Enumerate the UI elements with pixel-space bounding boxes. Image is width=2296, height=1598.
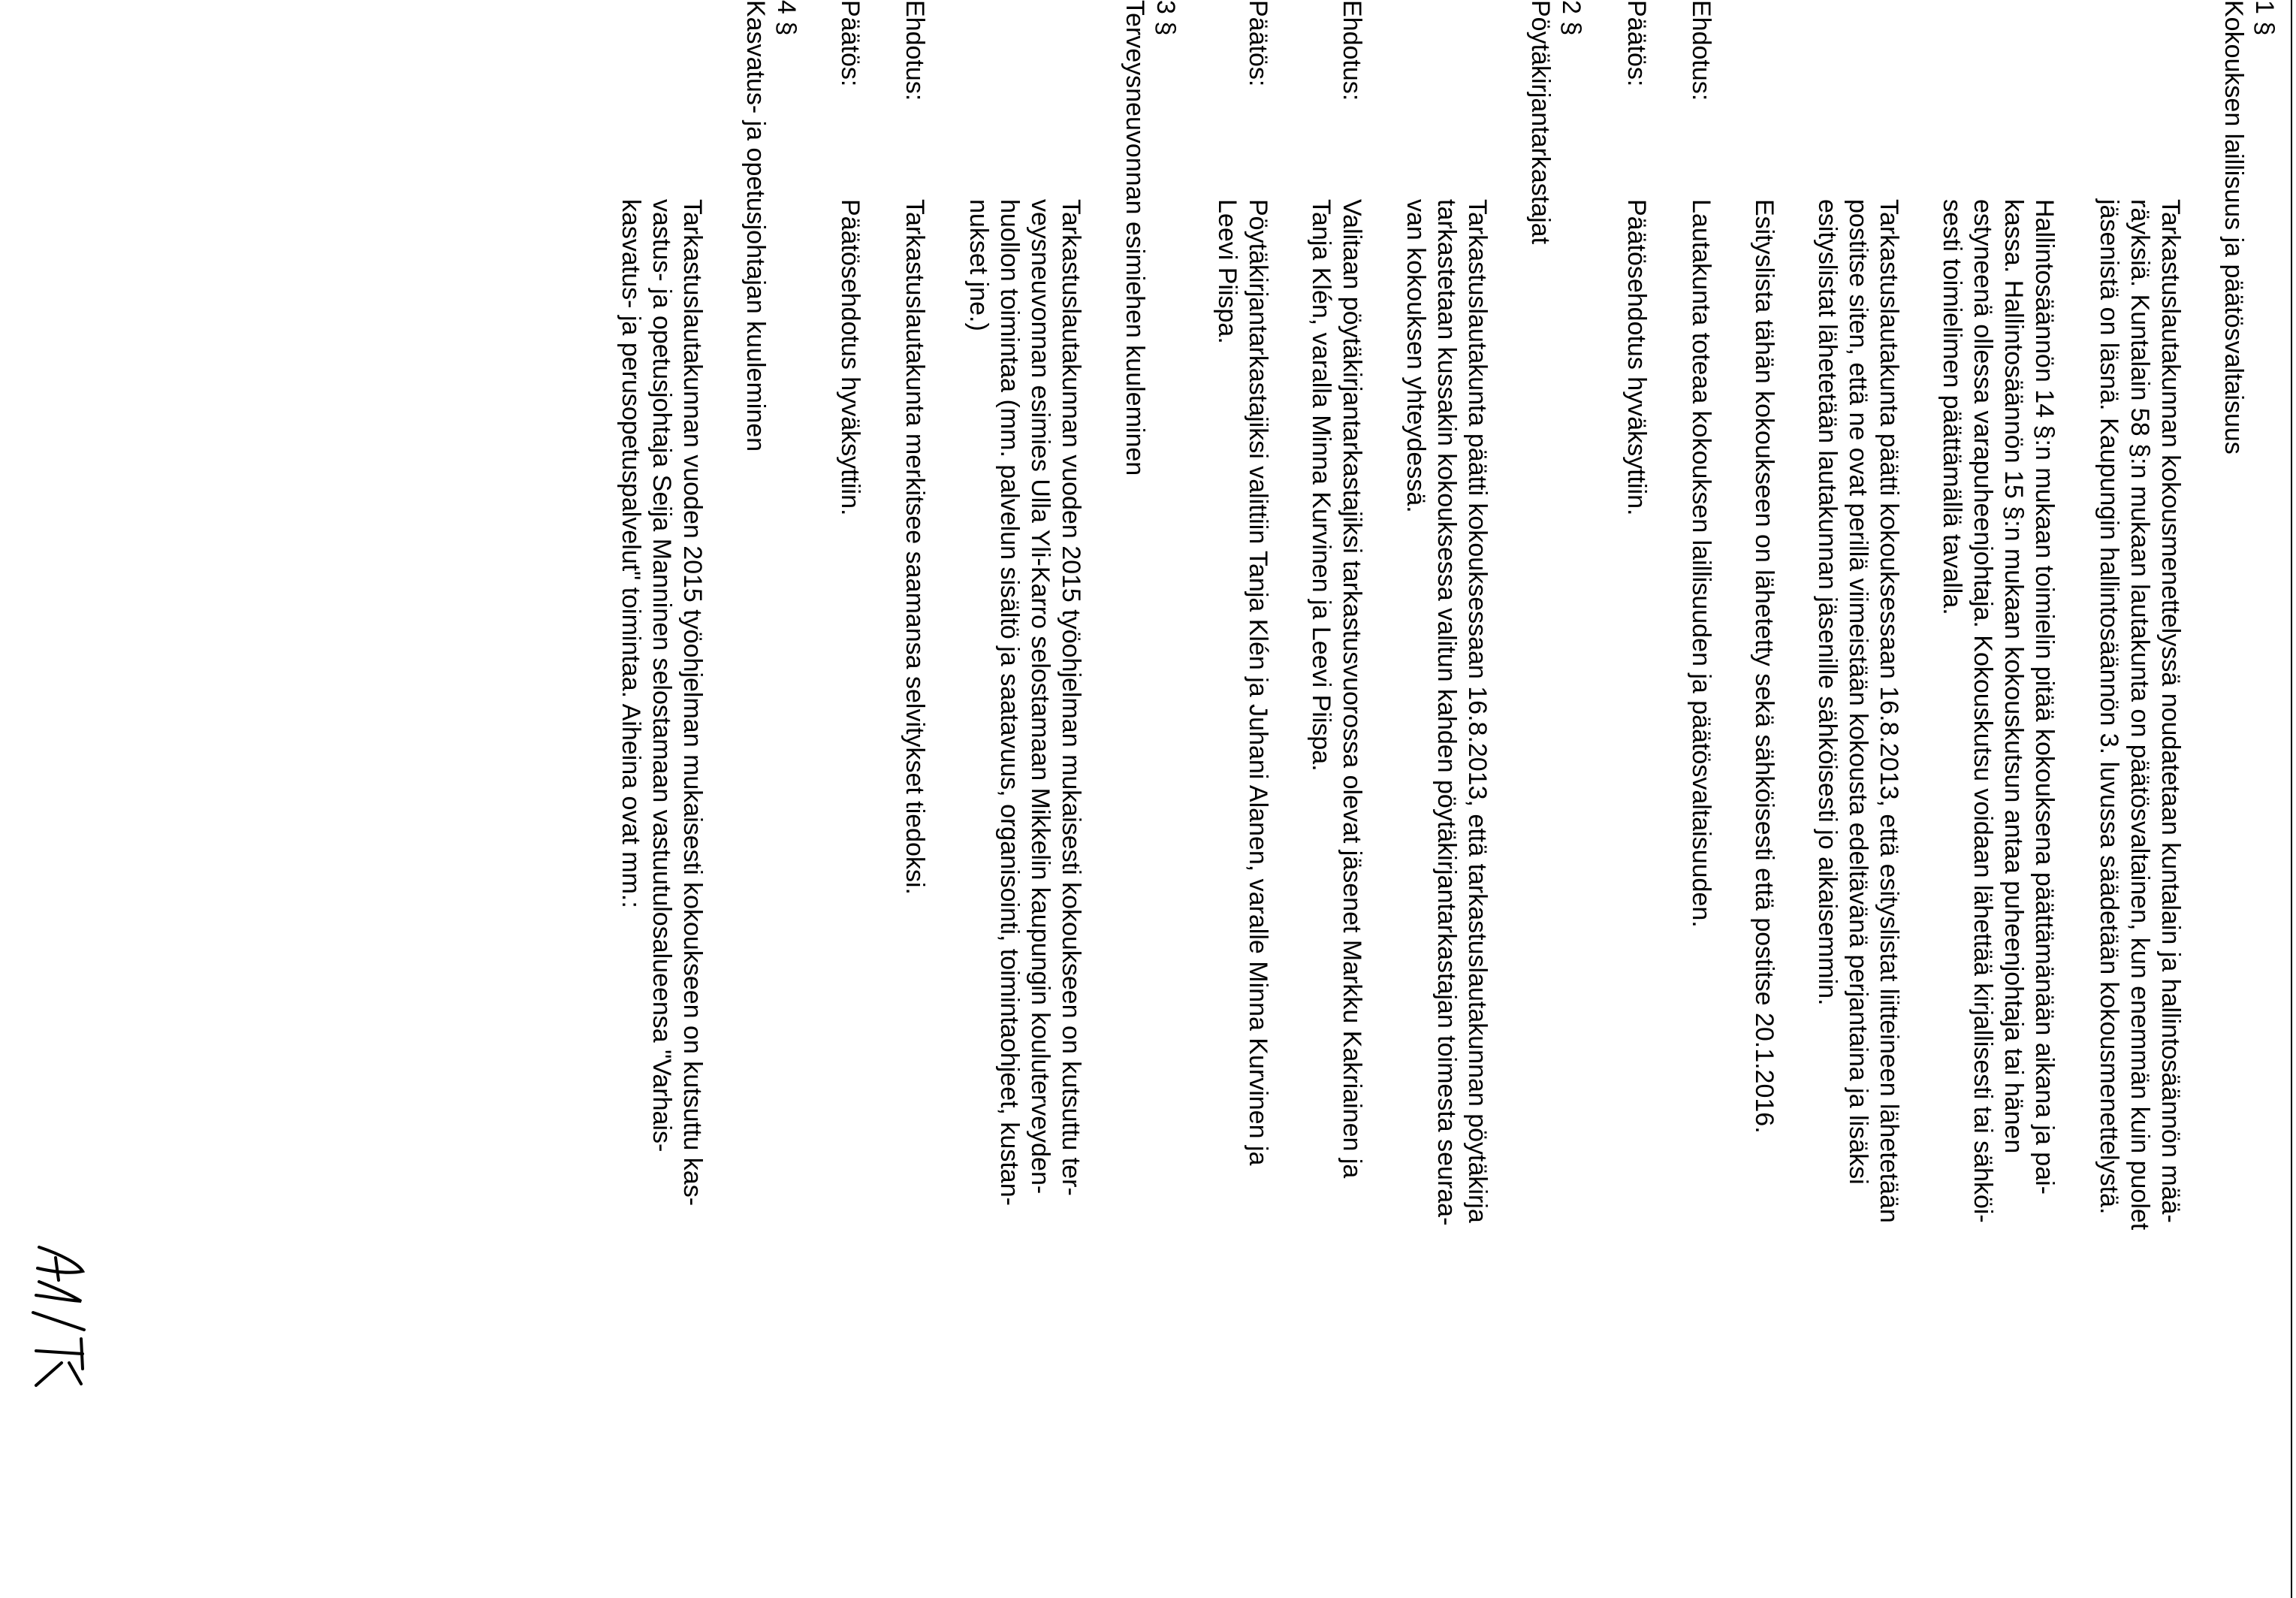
section-4-title: Kasvatus- ja opetusjohtajan kuuleminen	[741, 0, 770, 452]
section-2-paatos-label: Päätös:	[1244, 0, 1272, 87]
section-3-ehdotus: Tarkastuslautakunta merkitsee saamansa selvitykset tiedoksi.	[901, 199, 929, 895]
section-2-title: Pöytäkirjantarkastajat	[1526, 0, 1555, 245]
section-2-paragraph-1: Tarkastuslautakunta päätti kokouksessaan 16.8.2013, että tarkastuslautakunnan pöytäkirja tarkastetaan kussakin kokouksessa valitun kahden pöytäkirjantarkastajan toimesta seuraa- van kokouksen yhteydessä.	[1401, 199, 1492, 1226]
section-2-ehdotus-label: Ehdotus:	[1338, 0, 1366, 101]
section-3-paragraph-1: Tarkastuslautakunnan vuoden 2015 työohjelman mukaisesti kokoukseen on kutsuttu ter- veysneuvonnan esimies Ulla Yli-Karro selostamaan Mikkelin kaupungin kouluterveyden- huollon toimintaa (mm. palvelun sisältö ja saatavuus, organisointi, toimintaohjeet, kustan- nukset jne.)	[964, 199, 1085, 1206]
section-1-paatos: Päätösehdotus hyväksyttiin.	[1622, 199, 1651, 516]
section-3-number: 3 §	[1151, 0, 1180, 36]
section-1-paatos-label: Päätös:	[1622, 0, 1651, 87]
section-1-paragraph-2: Hallintosäännön 14 §:n mukaan toimielin pitää kokouksena päättämänään aikana ja pai- kassa. Hallintosäännön 15 §:n mukaan kokouskutsun antaa puheenjohtaja tai hänen estyneenä ollessa varapuheenjohtaja. Kokouskutsu voidaan lähettää kirjallisesti tai sähköi- sesti toimielimen päättämällä tavalla.	[1938, 199, 2059, 1223]
section-1-paragraph-1: Tarkastuslautakunnan kokousmenettelyssä noudatetaan kuntalain ja hallintosäännön mää- räyksiä. Kuntalain 58 §:n mukaan lautakunta on päätösvaltainen, kun enemmän kuin puolet jäsenistä on läsnä. Kaupungin hallintosäännön 3. luvussa säädetään kokousmenettelystä.	[2095, 199, 2185, 1231]
handwritten-initials	[24, 1241, 92, 1391]
top-rule	[2291, 0, 2292, 1598]
section-2-ehdotus: Valitaan pöytäkirjantarkastajiksi tarkastusvuorossa olevat jäsenet Markku Kakriainen ja Tanja Klén, varalla Minna Kurvinen ja Leevi Piispa.	[1307, 199, 1366, 1179]
section-2-paatos: Pöytäkirjantarkastajiksi valittiin Tanja Klén ja Juhani Alanen, varalle Minna Kurvinen ja Leevi Piispa.	[1213, 199, 1272, 1166]
section-3-title: Terveysneuvonnan esimiehen kuuleminen	[1121, 0, 1149, 476]
section-3-ehdotus-label: Ehdotus:	[901, 0, 929, 101]
section-4-paragraph-1: Tarkastuslautakunnan vuoden 2015 työohjelman mukaisesti kokoukseen on kutsuttu kas- vastus- ja opetusjohtaja Seija Manninen selostamaan vastuutulosalueensa "Varhais- kasvatus- ja perusopetuspalvelut" toimintaa. Aiheina ovat mm.:	[617, 199, 707, 1207]
section-1-title: Kokouksen laillisuus ja päätösvaltaisuus	[2219, 0, 2248, 455]
section-3-paatos-label: Päätös:	[836, 0, 864, 87]
initials-signature-icon	[24, 1241, 92, 1391]
section-1-ehdotus-label: Ehdotus:	[1687, 0, 1715, 101]
section-3-paatos: Päätösehdotus hyväksyttiin.	[836, 199, 864, 516]
section-1-paragraph-3: Tarkastuslautakunta päätti kokouksessaan 16.8.2013, että esityslistat liitteineen lähetetään postitse siten, että ne ovat perillä viimeistään kokousta edeltävänä perjantaina ja lisäksi esityslistat lähetetään lautakunnan jäsenille sähköisesti jo aikaisemmin.	[1813, 199, 1903, 1223]
section-1-ehdotus: Lautakunta toteaa kokouksen laillisuuden ja päätösvaltaisuuden.	[1687, 199, 1715, 928]
section-4-number: 4 §	[772, 0, 801, 36]
section-1-number: 1 §	[2250, 0, 2279, 36]
section-2-number: 2 §	[1557, 0, 1585, 36]
section-1-paragraph-4: Esityslista tähän kokoukseen on lähetetty sekä sähköisesti että postitse 20.1.2016.	[1750, 199, 1779, 1134]
